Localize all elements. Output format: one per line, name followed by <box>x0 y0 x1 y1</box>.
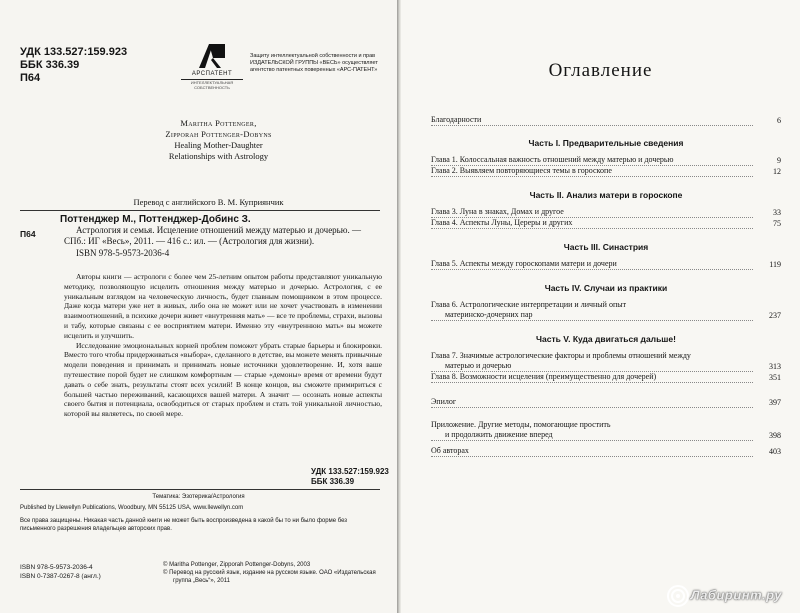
toc-entry-page: 398 <box>769 431 781 440</box>
annotation <box>64 272 382 419</box>
toc-entry-page: 397 <box>769 398 781 407</box>
toc-entry-title-cont: материнско-дочерних пар <box>431 310 753 321</box>
classification-codes-bottom <box>311 467 389 487</box>
labirint-logo-icon <box>667 585 689 607</box>
author-mark: П64 <box>20 72 41 84</box>
bibliographic-record <box>60 214 382 259</box>
isbn-block <box>20 563 101 581</box>
toc-part-heading: Часть II. Анализ матери в гороскопе <box>529 190 683 200</box>
watermark-text: Лабиринт.ру <box>690 587 782 603</box>
toc-entry-page: 351 <box>769 373 781 382</box>
toc-part-heading: Часть IV. Случаи из практики <box>544 283 668 293</box>
left-page <box>0 0 397 613</box>
site-watermark <box>667 585 782 607</box>
themes-line: Тематика: Эзотерика/Астрология <box>152 494 245 500</box>
toc-entry-multiline <box>431 300 781 321</box>
publisher-logo <box>177 42 247 90</box>
toc-entry-page: 6 <box>777 116 781 125</box>
isbn-en: ISBN 0-7387-0267-8 (англ.) <box>20 573 101 580</box>
copyright-block <box>163 561 388 585</box>
toc-entry <box>431 207 781 218</box>
translator-credit: Перевод с английского В. М. Куприянчик <box>133 197 284 207</box>
toc-entry <box>431 430 781 441</box>
arspatent-logo-icon <box>195 42 229 70</box>
toc-entry-multiline <box>431 351 781 372</box>
udk-code: УДК 133.527:159.923 <box>20 46 128 58</box>
bbk-code: ББК 336.39 <box>20 59 80 71</box>
classification-codes <box>20 46 127 85</box>
toc-entry <box>431 310 781 321</box>
toc-entry-multiline <box>431 420 781 441</box>
toc-part-heading: Часть V. Куда двигаться дальше! <box>536 334 676 344</box>
toc-entry-title-cont: матерью и дочерью <box>431 361 753 372</box>
toc-entry-page: 33 <box>773 208 781 217</box>
protection-note: Защиту интеллектуальной собственности и прав ИЗДАТЕЛЬСКОЙ ГРУППЫ «ВЕСЬ» осуществляет агентство патентных поверенных «АРС-ПАТЕНТ» <box>250 53 378 73</box>
rights-notice: Все права защищены. Никакая часть данной книги не может быть воспроизведена в какой бы то ни было форме без письменного разрешения владельцев авторских прав. <box>20 518 348 532</box>
toc-entry <box>431 372 781 383</box>
toc-entry <box>431 397 781 408</box>
toc-entry-title: Глава 1. Колоссальная важность отношений между матерью и дочерью <box>431 155 753 166</box>
toc-entry-title: Глава 5. Аспекты между гороскопами матери и дочери <box>431 259 753 270</box>
toc-entry-page: 403 <box>769 447 781 456</box>
toc-entry-page: 119 <box>769 260 781 269</box>
original-title-2: Relationships with Astrology <box>168 151 269 161</box>
udk-code-bottom: УДК 133.527:159.923 <box>311 467 389 476</box>
toc-entry <box>431 446 781 457</box>
annotation-paragraph: Авторы книги — астрологи с более чем 25-летним опытом работы представляют уникальную методику, позволяющую исцелить отношения между матерью и дочерью. Астрология, с ее уникальным взглядом на человеческую личность, будет главным помощником в этом процессе. Даже когда матери уже нет в живых, либо она не может или не хочет участвовать в изменении взаимоотношений, в психике дочери живет «внутренняя мать» — все те проблемы, страхи, вызовы и табу, которые связаны с ее восприятием матери. Именно эту «внутреннюю мать» вы можете исцелить и улучшить. <box>64 272 382 340</box>
toc-entry-title: Глава 3. Луна в знаках, Домах и другое <box>431 207 753 218</box>
toc-entry-title: Эпилог <box>431 397 753 408</box>
toc-entry-title: Глава 2. Выявляем повторяющиеся темы в гороскопе <box>431 166 753 177</box>
original-title-1: Healing Mother-Daughter <box>174 140 263 150</box>
bib-author: Поттенджер М., Поттенджер-Добинс З. <box>60 214 251 225</box>
copyright-translation: © Перевод на русский язык, издание на русском языке. ОАО «Издательская группа „Весь“», 2011 <box>163 570 376 584</box>
original-edition <box>0 118 397 162</box>
logo-name: АРСПАТЕНТ <box>191 71 233 77</box>
toc-entry <box>431 166 781 177</box>
original-author-1: Maritha Pottenger, <box>180 118 257 128</box>
toc-entry-page: 313 <box>769 362 781 371</box>
right-page <box>401 0 800 613</box>
annotation-paragraph: Исследование эмоциональных корней проблем поможет убрать старые барьеры и блокировки. Вместо того чтобы придерживаться «выбора», сделанного в детстве, вы можете менять привычные модели поведения и принимать и принимать новые источники удовлетворение. И, хотя ваше путешествие порой будет не слишком комфортным — старые «демоны» время от времени будут давать о себе знать, результаты стоят всех усилий! В конце концов, вы сможете примириться с большей частью переживаний, касающихся вашей матери. А значит — осознать новые аспекты своего бытия и потенциала, освободиться от старых проблем и стать той уникальной личностью, которой вы являетесь, по своей мере. <box>64 340 382 419</box>
divider-bottom <box>20 489 380 490</box>
original-author-2: Zipporah Pottenger-Dobyns <box>165 129 272 139</box>
bib-description: Астрология и семья. Исцеление отношений между матерью и дочерью. — СПб.: ИГ «Весь», 2011. — 416 с.: ил. — (Астрология для жизни). <box>64 225 362 246</box>
toc-entry-page: 75 <box>773 219 781 228</box>
toc-entry-title: Глава 8. Возможности исцеления (преимущественно для дочерей) <box>431 372 753 383</box>
bbk-code-bottom: ББК 336.39 <box>311 477 355 486</box>
toc-entry <box>431 259 781 270</box>
toc-entry-title: Глава 7. Значимые астрологические факторы и проблемы отношений между <box>431 351 691 360</box>
toc-entry-page: 9 <box>777 156 781 165</box>
toc-entry-page: 12 <box>773 167 781 176</box>
toc-entry <box>431 115 781 126</box>
divider-top <box>20 210 380 211</box>
bib-isbn: ISBN 978-5-9573-2036-4 <box>76 248 170 258</box>
toc-entry <box>431 155 781 166</box>
toc-entry-title: Приложение. Другие методы, помогающие простить <box>431 420 611 429</box>
toc-entry-title: Глава 4. Аспекты Луны, Цереры и других <box>431 218 753 229</box>
toc-part-heading: Часть III. Синастрия <box>563 242 649 252</box>
toc-entry-title-cont: и продолжить движение вперед <box>431 430 753 441</box>
toc-part-heading: Часть I. Предварительные сведения <box>528 138 684 148</box>
toc-title: Оглавление <box>548 60 653 81</box>
toc-entry <box>431 361 781 372</box>
logo-subtitle: ИНТЕЛЛЕКТУАЛЬНАЯ СОБСТВЕННОСТЬ <box>190 80 234 90</box>
isbn-ru: ISBN 978-5-9573-2036-4 <box>20 564 93 571</box>
table-of-contents <box>431 115 781 457</box>
toc-entry-title: Об авторах <box>431 446 753 457</box>
toc-entry-title: Благодарности <box>431 115 753 126</box>
published-by: Published by Llewellyn Publications, Woodbury, MN 55125 USA, www.llewellyn.com <box>20 505 244 511</box>
toc-entry <box>431 218 781 229</box>
copyright-original: © Maritha Pottenger, Zipporah Pottenger-Dobyns, 2003 <box>163 562 311 568</box>
toc-entry-page: 237 <box>769 311 781 320</box>
toc-entry-title: Глава 6. Астрологические интерпретации и личный опыт <box>431 300 627 309</box>
bib-author-mark: П64 <box>20 229 36 239</box>
